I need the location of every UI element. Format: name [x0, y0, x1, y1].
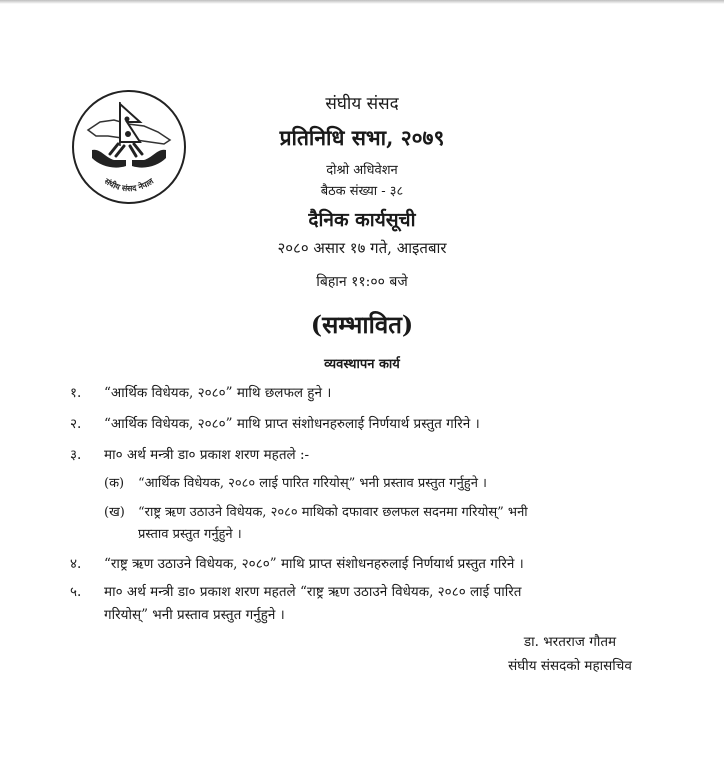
emblem-icon	[70, 88, 188, 206]
parliament-emblem-logo	[70, 88, 188, 206]
sub-item-text: “आर्थिक विधेयक, २०८० लाई पारित गरियोस्” भनी प्रस्ताव प्रस्तुत गर्नुहुने ।	[138, 476, 487, 491]
item-text: मा० अर्थ मन्त्री डा० प्रकाश शरण महतले “राष्ट्र ऋण उठाउने विधेयक, २०८० लाई पारित	[104, 584, 522, 600]
item-text: गरियोस्” भनी प्रस्ताव प्रस्तुत गर्नुहुने ।	[104, 607, 285, 623]
sub-item-text: “राष्ट्र ऋण उठाउने विधेयक, २०८० माथिको दफावार छलफल सदनमा गरियोस्” भनी	[138, 505, 528, 520]
top-edge	[0, 0, 724, 4]
item-text: “राष्ट्र ऋण उठाउने विधेयक, २०८०” माथि प्राप्त संशोधनहरुलाई निर्णयार्थ प्रस्तुत गरिने ।	[104, 556, 524, 572]
svg-text:संघीय संसद नेपाल: संघीय संसद नेपाल	[102, 176, 156, 194]
sub-item-text: प्रस्ताव प्रस्तुत गर्नुहुने ।	[138, 527, 242, 542]
sub-item-label: (ख)	[104, 505, 125, 520]
house-title: प्रतिनिधि सभा, २०७९	[279, 125, 445, 150]
sub-item-label: (क)	[104, 476, 125, 491]
item-number: ५.	[70, 584, 82, 600]
item-text: मा० अर्थ मन्त्री डा० प्रकाश शरण महतले :-	[104, 447, 310, 463]
parliament-name: संघीय संसद	[325, 94, 399, 114]
item-number: २.	[70, 416, 82, 432]
item-text: “आर्थिक विधेयक, २०८०” माथि छलफल हुने ।	[104, 385, 332, 401]
meeting-date: २०८० असार १७ गते, आइतबार	[277, 239, 447, 257]
section-heading: व्यवस्थापन कार्य	[324, 357, 400, 372]
item-text: “आर्थिक विधेयक, २०८०” माथि प्राप्त संशोधनहरुलाई निर्णयार्थ प्रस्तुत गरिने ।	[104, 416, 480, 432]
meeting-time: बिहान ११:०० बजे	[316, 274, 408, 290]
status-label: (सम्भावित)	[310, 310, 414, 339]
item-number: १.	[70, 385, 82, 401]
session-label: दोश्रो अधिवेशन	[326, 163, 398, 178]
agenda-title: दैनिक कार्यसूची	[308, 209, 416, 231]
signatory-name: डा. भरतराज गौतम	[523, 634, 617, 650]
item-number: ४.	[70, 556, 82, 572]
meeting-number: बैठक संख्या - ३८	[320, 184, 404, 199]
item-number: ३.	[70, 447, 82, 463]
signatory-title: संघीय संसदको महासचिव	[508, 658, 632, 674]
